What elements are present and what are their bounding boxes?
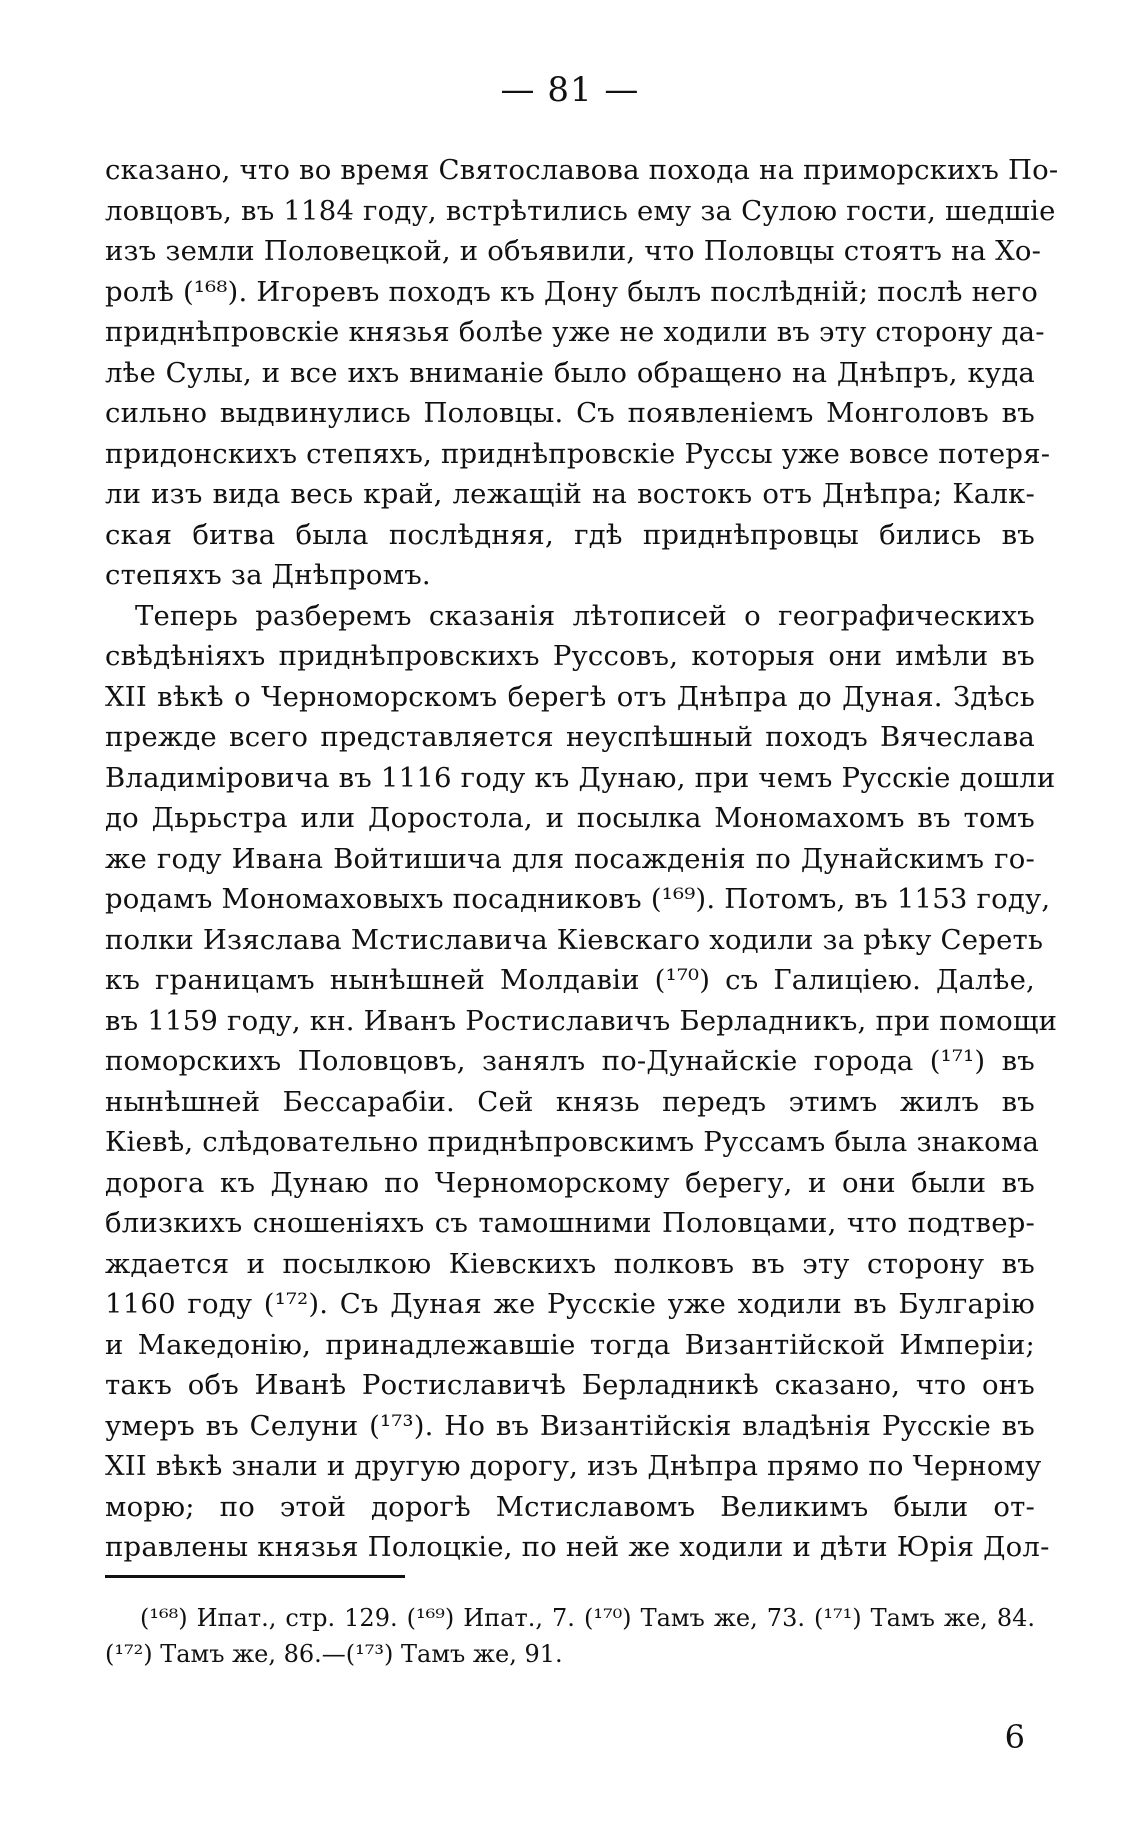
- text-line: и Македонію, принадлежавшіе тогда Византійской Имперіи;: [105, 1328, 1035, 1361]
- text-line: ли изъ вида весь край, лежащій на востокъ отъ Днѣпра; Калк-: [105, 478, 1035, 510]
- footnote-line: (¹⁷²) Тамъ же, 86.—(¹⁷³) Тамъ же, 91.: [105, 1640, 563, 1668]
- text-line: въ 1159 году, кн. Иванъ Ростиславичъ Берладникъ, при помощи: [105, 1004, 1058, 1037]
- text-line: дорога къ Дунаю по Черноморскому берегу, и они были въ: [105, 1166, 1035, 1199]
- body-text: [105, 150, 1059, 1568]
- text-line: умеръ въ Селуни (¹⁷³). Но въ Византійскія владѣнія Русскіе въ: [105, 1409, 1035, 1442]
- text-line: такъ объ Иванѣ Ростиславичѣ Берладникѣ сказано, что онъ: [105, 1369, 1035, 1401]
- text-line: 1160 году (¹⁷²). Съ Дуная же Русскіе уже ходили въ Булгарію: [105, 1288, 1035, 1320]
- text-line: прежде всего представляется неуспѣшный походъ Вячеслава: [105, 721, 1035, 753]
- text-line: же году Ивана Войтишича для посажденія по Дунайскимъ го-: [105, 842, 1035, 875]
- text-line: ролѣ (¹⁶⁸). Игоревъ походъ къ Дону былъ послѣдній; послѣ него: [105, 275, 1038, 308]
- page-number: — 81 —: [500, 70, 640, 110]
- text-line: родамъ Мономаховыхъ посадниковъ (¹⁶⁹). Потомъ, въ 1153 году,: [105, 883, 1051, 915]
- text-line: къ границамъ нынѣшней Молдавіи (¹⁷⁰) съ Галиціею. Далѣе,: [105, 964, 1035, 996]
- text-line: поморскихъ Половцовъ, занялъ по-Дунайскіе города (¹⁷¹) въ: [105, 1045, 1035, 1077]
- text-line: степяхъ за Днѣпромъ.: [105, 559, 431, 591]
- footnote-line: (¹⁶⁸) Ипат., стр. 129. (¹⁶⁹) Ипат., 7. (¹⁷⁰) Тамъ же, 73. (¹⁷¹) Тамъ же, 84.: [140, 1604, 1035, 1632]
- text-line: полки Изяслава Мстиславича Кіевскаго ходили за рѣку Сереть: [105, 923, 1044, 956]
- text-line: свѣдѣніяхъ приднѣпровскихъ Руссовъ, которыя они имѣли въ: [105, 640, 1035, 672]
- paragraph: [105, 596, 1058, 1568]
- text-line: ская битва была послѣдняя, гдѣ приднѣпровцы бились въ: [105, 518, 1035, 551]
- text-line: придонскихъ степяхъ, приднѣпровскіе Руссы уже вовсе потеря-: [105, 437, 1051, 470]
- text-line: XII вѣкѣ о Черноморскомъ берегѣ отъ Днѣпра до Дуная. Здѣсь: [105, 680, 1035, 713]
- text-line: правлены князья Полоцкіе, по ней же ходили и дѣти Юрія Дол-: [105, 1531, 1050, 1563]
- text-line: лѣе Сулы, и все ихъ вниманіе было обращено на Днѣпръ, куда: [105, 356, 1035, 389]
- text-line: Кіевѣ, слѣдовательно приднѣпровскимъ Руссамъ была знакома: [105, 1126, 1040, 1158]
- signature-mark: 6: [1004, 1718, 1025, 1756]
- text-line: сильно выдвинулись Половцы. Съ появленіемъ Монголовъ въ: [105, 397, 1035, 429]
- text-line: сказано, что во время Святославова похода на приморскихъ По-: [105, 154, 1059, 186]
- text-line: ловцовъ, въ 1184 году, встрѣтились ему за Сулою гости, шедшіе: [105, 194, 1056, 227]
- text-line: Владиміровича въ 1116 году къ Дунаю, при чемъ Русскіе дошли: [105, 761, 1056, 794]
- text-line: близкихъ сношеніяхъ съ тамошними Половцами, что подтвер-: [105, 1207, 1035, 1239]
- text-line: изъ земли Половецкой, и объявили, что Половцы стоятъ на Хо-: [105, 235, 1042, 267]
- text-line: до Дьрьстра или Доростола, и посылка Мономахомъ въ томъ: [105, 802, 1035, 834]
- text-line: ждается и посылкою Кіевскихъ полковъ въ эту сторону въ: [105, 1247, 1035, 1280]
- text-line: Теперь разберемъ сказанія лѣтописей о географическихъ: [135, 599, 1035, 632]
- text-line: морю; по этой дорогѣ Мстиславомъ Великимъ были от-: [105, 1490, 1035, 1523]
- footnote-divider: [105, 1575, 405, 1578]
- text-line: нынѣшней Бессарабіи. Сей князь передъ этимъ жилъ въ: [105, 1085, 1035, 1118]
- paragraph: [105, 150, 1059, 596]
- text-line: XII вѣкѣ знали и другую дорогу, изъ Днѣпра прямо по Черному: [105, 1450, 1042, 1482]
- footnotes: [105, 1600, 1035, 1672]
- text-line: приднѣпровскіе князья болѣе уже не ходили въ эту сторону да-: [105, 316, 1045, 348]
